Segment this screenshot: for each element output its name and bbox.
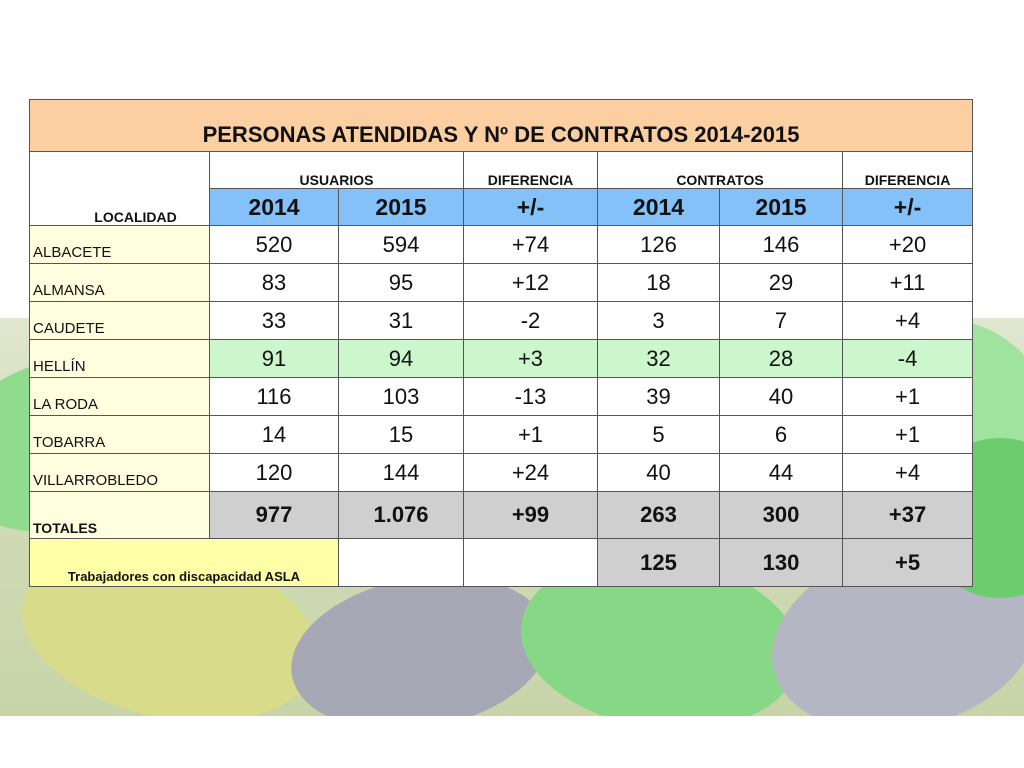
table-row (30, 378, 973, 416)
usuarios-header: USUARIOS (210, 152, 464, 189)
cell-value: 144 (339, 454, 464, 492)
cell-value: +1 (464, 416, 598, 454)
row-name: TOBARRA (30, 416, 210, 454)
asla-value: 125 (598, 539, 720, 587)
year-header: +/- (464, 189, 598, 226)
cell-value: 39 (598, 378, 720, 416)
cell-value: 520 (210, 226, 339, 264)
row-name: CAUDETE (30, 302, 210, 340)
cell-value: +11 (843, 264, 973, 302)
total-value: +37 (843, 492, 973, 539)
row-name: LA RODA (30, 378, 210, 416)
year-header: +/- (843, 189, 973, 226)
row-name: ALBACETE (30, 226, 210, 264)
table-row (30, 416, 973, 454)
cell-value: 95 (339, 264, 464, 302)
cell-value: 31 (339, 302, 464, 340)
cell-value: 6 (720, 416, 843, 454)
contratos-header: CONTRATOS (598, 152, 843, 189)
cell-value: +20 (843, 226, 973, 264)
total-value: +99 (464, 492, 598, 539)
cell-value: +4 (843, 302, 973, 340)
diferencia-header: DIFERENCIA (464, 152, 598, 189)
cell-value: 29 (720, 264, 843, 302)
cell-value: +1 (843, 416, 973, 454)
cell-value: 28 (720, 340, 843, 378)
cell-value: 594 (339, 226, 464, 264)
table-row (30, 340, 973, 378)
cell-value: 40 (598, 454, 720, 492)
total-value: 1.076 (339, 492, 464, 539)
cell-value: 3 (598, 302, 720, 340)
empty-cell (464, 539, 598, 587)
total-value: 300 (720, 492, 843, 539)
row-name: VILLARROBLEDO (30, 454, 210, 492)
total-value: 977 (210, 492, 339, 539)
cell-value: 5 (598, 416, 720, 454)
cell-value: +3 (464, 340, 598, 378)
asla-row (30, 539, 973, 587)
year-header: 2015 (720, 189, 843, 226)
year-header: 2015 (339, 189, 464, 226)
cell-value: +74 (464, 226, 598, 264)
cell-value: 83 (210, 264, 339, 302)
cell-value: +1 (843, 378, 973, 416)
data-table (29, 99, 973, 587)
asla-label: Trabajadores con discapacidad ASLA (30, 539, 339, 587)
totals-row (30, 492, 973, 539)
asla-value: 130 (720, 539, 843, 587)
total-value: 263 (598, 492, 720, 539)
table-row (30, 226, 973, 264)
totals-label: TOTALES (30, 492, 210, 539)
cell-value: -2 (464, 302, 598, 340)
cell-value: 91 (210, 340, 339, 378)
cell-value: 33 (210, 302, 339, 340)
table-row (30, 302, 973, 340)
cell-value: 44 (720, 454, 843, 492)
row-name: HELLÍN (30, 340, 210, 378)
diferencia-header: DIFERENCIA (843, 152, 973, 189)
year-header: 2014 (598, 189, 720, 226)
cell-value: 126 (598, 226, 720, 264)
cell-value: 15 (339, 416, 464, 454)
cell-value: -4 (843, 340, 973, 378)
cell-value: 116 (210, 378, 339, 416)
cell-value: 103 (339, 378, 464, 416)
table-row (30, 454, 973, 492)
cell-value: 32 (598, 340, 720, 378)
row-name: ALMANSA (30, 264, 210, 302)
cell-value: +4 (843, 454, 973, 492)
cell-value: 94 (339, 340, 464, 378)
cell-value: 40 (720, 378, 843, 416)
cell-value: +12 (464, 264, 598, 302)
cell-value: 146 (720, 226, 843, 264)
table-row (30, 264, 973, 302)
cell-value: 7 (720, 302, 843, 340)
localidad-header: LOCALIDAD (30, 152, 210, 226)
cell-value: 14 (210, 416, 339, 454)
year-header: 2014 (210, 189, 339, 226)
asla-value: +5 (843, 539, 973, 587)
cell-value: 120 (210, 454, 339, 492)
cell-value: -13 (464, 378, 598, 416)
table-title: PERSONAS ATENDIDAS Y Nº DE CONTRATOS 2014-2015 (30, 100, 973, 152)
empty-cell (339, 539, 464, 587)
cell-value: 18 (598, 264, 720, 302)
cell-value: +24 (464, 454, 598, 492)
